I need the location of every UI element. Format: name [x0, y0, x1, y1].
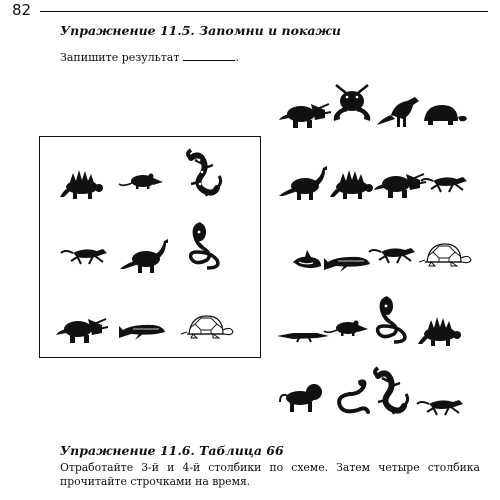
exercise-title-2: Упражнение 11.6. Таблица 66 [60, 443, 284, 458]
turtle-icon [419, 244, 471, 266]
triceratops-icon [279, 104, 331, 128]
exercise-title: Упражнение 11.5. Запомни и покажи [60, 23, 341, 38]
cheetah-icon [369, 248, 415, 263]
lizard-icon [375, 368, 408, 414]
cobra-icon [378, 297, 405, 342]
cobra-icon [191, 223, 218, 268]
row-3-animals [293, 244, 471, 272]
row-1-animals [279, 85, 467, 128]
lizard-icon [188, 150, 221, 196]
crocodile-icon [277, 333, 329, 342]
row-5-animals [280, 368, 463, 415]
instruction-text: Запишите результат [60, 51, 180, 64]
triceratops-icon [374, 174, 426, 198]
stegosaurus-icon [418, 317, 461, 346]
turtle-icon [424, 105, 467, 125]
brontosaurus-icon [279, 166, 327, 200]
brontosaurus-icon [120, 239, 168, 273]
cheetah-icon [61, 249, 107, 264]
cheetah-icon [417, 400, 463, 415]
instruction-period: . [235, 51, 239, 64]
stegosaurus-icon [60, 170, 103, 199]
snake-icon [339, 380, 368, 413]
page-number: 82 [12, 1, 32, 19]
exercise-text: Отработайте 3-й и 4-й столбики по схеме. Затем четыре столбика прочитайте строчками на время. [60, 461, 480, 488]
lion-icon [280, 384, 322, 412]
stegosaurus-icon [330, 170, 373, 199]
row-4-animals [277, 297, 461, 346]
rat-icon [324, 321, 368, 337]
whale-icon [119, 325, 165, 340]
frog-icon [334, 85, 371, 121]
cheetah-icon [421, 177, 467, 192]
whale-icon [324, 257, 370, 272]
triceratops-icon [56, 319, 108, 343]
turtle-icon [181, 316, 233, 338]
trex-icon [377, 97, 419, 127]
orca-icon [293, 250, 321, 268]
row-2-animals [279, 166, 467, 200]
rat-icon [119, 174, 163, 190]
